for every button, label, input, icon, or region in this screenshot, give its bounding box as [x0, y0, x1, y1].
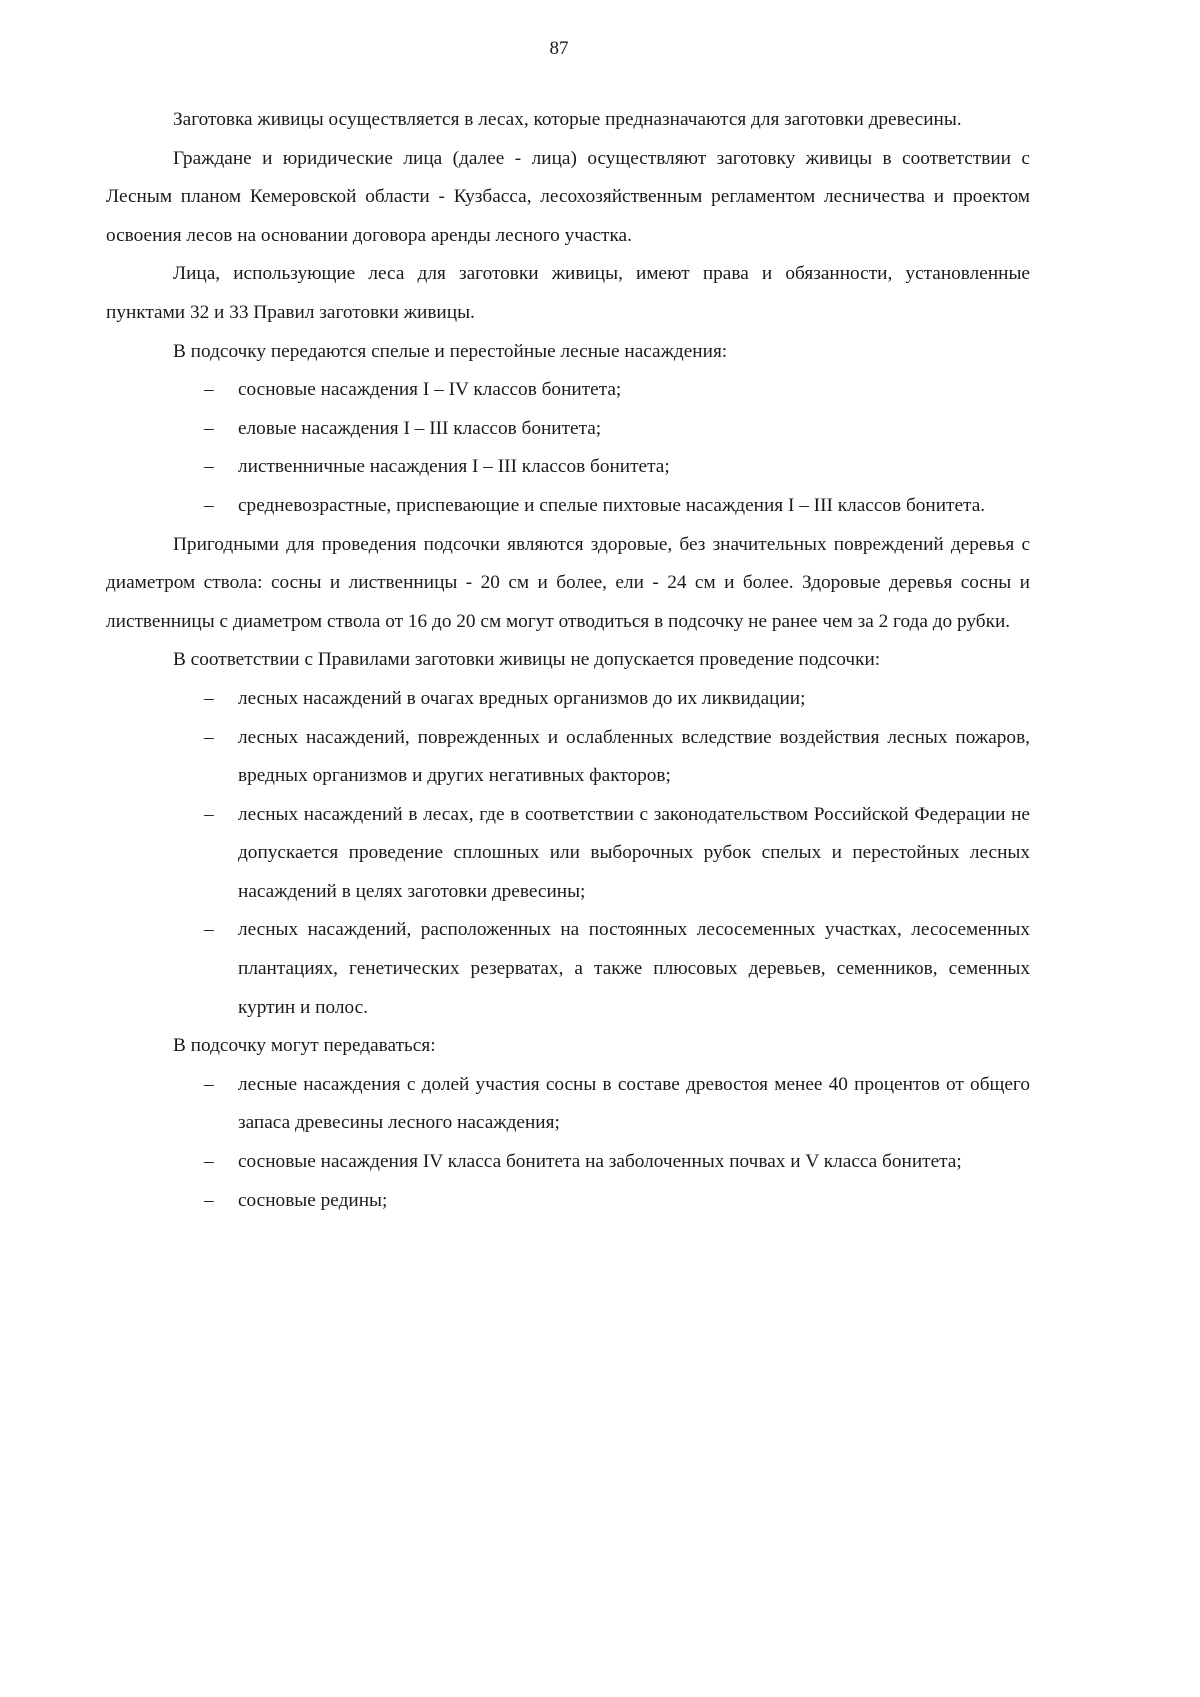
- list-item-text: лесные насаждения с долей участия сосны в составе древостоя менее 40 процентов от общего запаса древесины лесного насаждения;: [238, 1073, 1030, 1134]
- document-body: [106, 101, 1030, 1220]
- paragraph-persons-harvesting: Граждане и юридические лица (далее - лица) осуществляют заготовку живицы в соответствии с Лесным планом Кемеровской области - Кузбасса, лесохозяйственным регламентом лесничества и проектом освоения лесов на основании договора аренды лесного участка.: [106, 147, 1030, 246]
- list-item: [106, 1182, 1030, 1221]
- list-may-be-transferred: [106, 1066, 1030, 1220]
- list-item: [106, 371, 1030, 410]
- list-item-text: лиственничные насаждения I – III классов бонитета;: [238, 456, 670, 478]
- list-item-text: средневозрастные, приспевающие и спелые пихтовые насаждения I – III классов бонитета.: [238, 494, 986, 516]
- list-item-text: лесных насаждений, расположенных на постоянных лесосеменных участках, лесосеменных плантациях, генетических резерватах, а также плюсовых деревьев, семенников, семенных куртин и полос.: [238, 919, 1030, 1018]
- list-item: [106, 1066, 1030, 1143]
- list-item-text: лесных насаждений, поврежденных и ослабленных вследствие воздействия лесных пожаров, вредных организмов и других негативных факторов;: [238, 726, 1030, 787]
- paragraph-may-be-transferred-intro: В подсочку могут передаваться:: [173, 1035, 436, 1057]
- paragraph-suitable-trees: Пригодными для проведения подсочки являются здоровые, без значительных повреждений деревья с диаметром ствола: сосны и лиственницы - 20 см и более, ели - 24 см и более. Здоровые деревья сосны и лиственницы с диаметром ствола от 16 до 20 см могут отводиться в подсочку не ранее чем за 2 года до рубки.: [106, 533, 1030, 632]
- list-item: [106, 796, 1030, 912]
- dash-bullet: –: [204, 1189, 214, 1211]
- dash-bullet: –: [204, 494, 214, 516]
- list-item: [106, 410, 1030, 449]
- list-item: [106, 719, 1030, 796]
- paragraph-rights-obligations: Лица, использующие леса для заготовки живицы, имеют права и обязанности, установленные пунктами 32 и 33 Правил заготовки живицы.: [106, 263, 1030, 323]
- page-number: 87: [549, 38, 569, 59]
- list-tapping-stands: [106, 371, 1030, 525]
- paragraph-tapping-stands-intro: В подсочку передаются спелые и перестойные лесные насаждения:: [173, 340, 728, 362]
- list-prohibited-tapping: [106, 680, 1030, 1027]
- list-item: [106, 487, 1030, 526]
- list-item: [106, 911, 1030, 1027]
- dash-bullet: –: [204, 417, 214, 439]
- dash-bullet: –: [204, 1151, 214, 1173]
- list-item-text: сосновые насаждения IV класса бонитета на заболоченных почвах и V класса бонитета;: [238, 1151, 962, 1173]
- dash-bullet: –: [204, 456, 214, 478]
- dash-bullet: –: [204, 1073, 214, 1095]
- dash-bullet: –: [204, 379, 214, 401]
- dash-bullet: –: [204, 919, 214, 941]
- paragraph-resin-harvesting-forests: Заготовка живицы осуществляется в лесах, которые предназначаются для заготовки древесины.: [173, 109, 962, 130]
- list-item-text: сосновые редины;: [238, 1189, 388, 1211]
- list-item-text: сосновые насаждения I – IV классов бонитета;: [238, 379, 622, 401]
- list-item: [106, 680, 1030, 719]
- list-item-text: лесных насаждений в лесах, где в соответствии с законодательством Российской Федерации не допускается проведение сплошных или выборочных рубок спелых и перестойных лесных насаждений в целях заготовки древесины;: [238, 803, 1030, 902]
- list-item-text: еловые насаждения I – III классов бонитета;: [238, 417, 602, 439]
- dash-bullet: –: [204, 726, 214, 748]
- dash-bullet: –: [204, 687, 214, 709]
- paragraph-prohibited-intro: В соответствии с Правилами заготовки живицы не допускается проведение подсочки:: [173, 649, 881, 671]
- list-item-text: лесных насаждений в очагах вредных организмов до их ликвидации;: [238, 687, 806, 709]
- list-item: [106, 1143, 1030, 1182]
- list-item: [106, 448, 1030, 487]
- dash-bullet: –: [204, 803, 214, 825]
